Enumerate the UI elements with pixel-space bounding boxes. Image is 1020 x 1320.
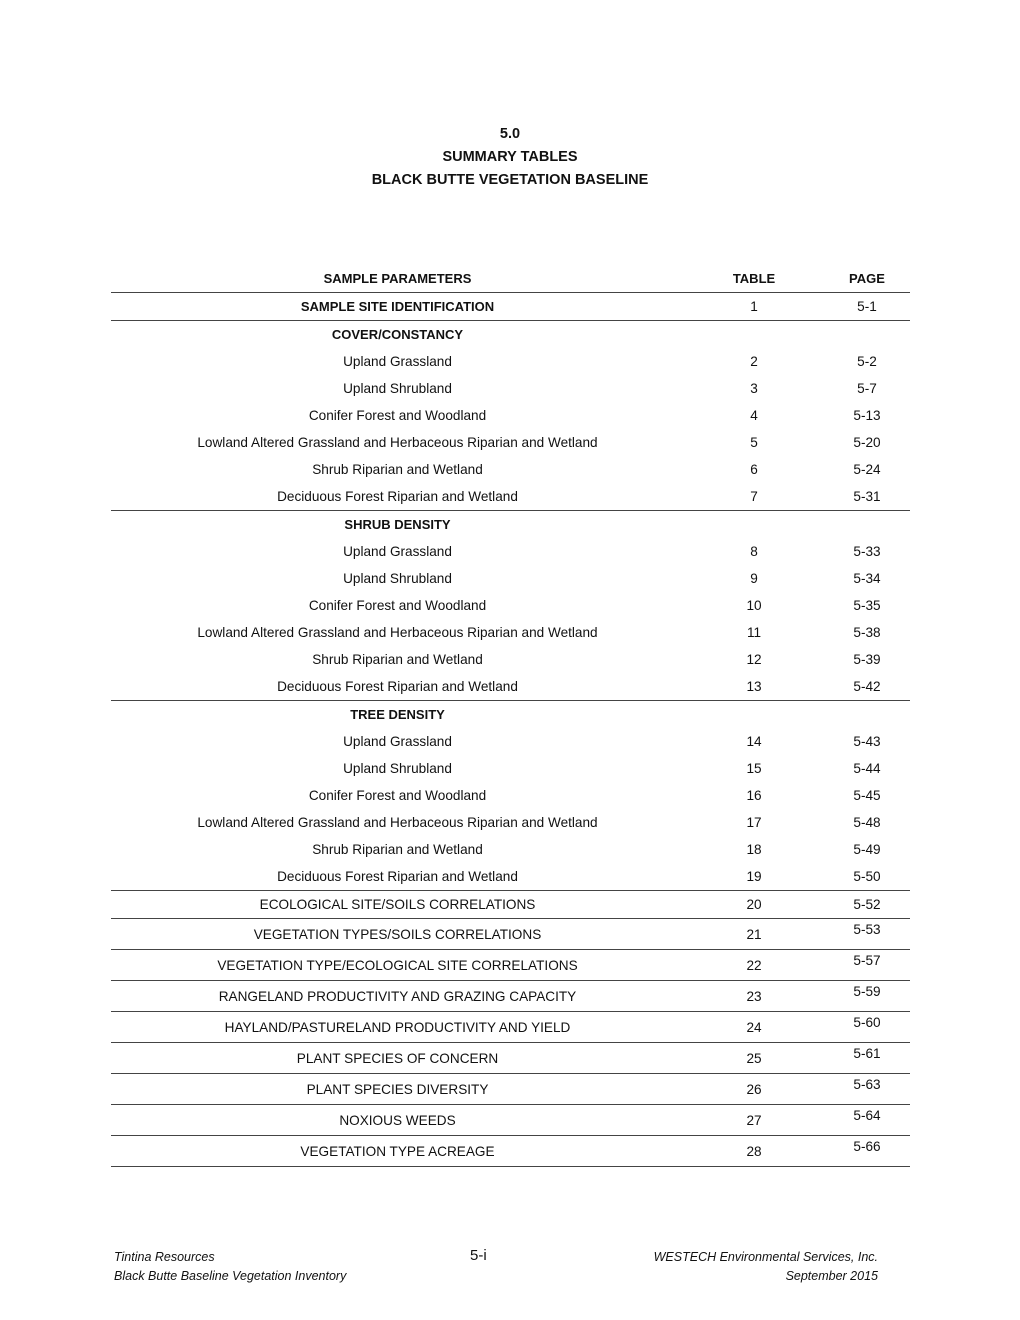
row-table-number: 7 (684, 483, 824, 511)
row-table-number: 4 (750, 408, 758, 423)
footer-left-line2: Black Butte Baseline Vegetation Inventory (114, 1269, 347, 1283)
row-page-number: 5-64 (824, 1105, 910, 1136)
table-row (111, 863, 910, 891)
row-table-number: 17 (746, 815, 762, 830)
row-table-number: 23 (684, 981, 824, 1012)
table-row (111, 402, 910, 429)
row-table-number: 28 (684, 1136, 824, 1167)
row-label: RANGELAND PRODUCTIVITY AND GRAZING CAPACITY (111, 981, 684, 1012)
row-label: Upland Grassland (343, 544, 452, 559)
row-label: Lowland Altered Grassland and Herbaceous Riparian and Wetland (197, 625, 598, 640)
row-page-number: 5-52 (824, 891, 910, 919)
table-row (111, 592, 910, 619)
footer-right-line1: WESTECH Environmental Services, Inc. (653, 1250, 878, 1264)
row-label: PLANT SPECIES OF CONCERN (111, 1043, 684, 1074)
table-row (111, 1105, 910, 1136)
row-table-number: 20 (684, 891, 824, 919)
row-page-number: 5-35 (853, 598, 881, 613)
table-row (111, 981, 910, 1012)
row-table-number: 1 (684, 293, 824, 321)
section-number: 5.0 (499, 126, 521, 142)
table-body (111, 293, 910, 1167)
row-label: Shrub Riparian and Wetland (312, 652, 483, 667)
row-page-number: 5-39 (853, 652, 881, 667)
row-label: Deciduous Forest Riparian and Wetland (111, 483, 684, 511)
row-page-number: 5-53 (824, 919, 910, 950)
section-title: SUMMARY TABLES (442, 149, 578, 165)
row-page-number: 5-38 (853, 625, 881, 640)
row-label: TREE DENSITY (350, 707, 445, 722)
row-page-number: 5-50 (824, 863, 910, 891)
table-row (111, 1012, 910, 1043)
row-table-number: 5 (750, 435, 758, 450)
row-label: ECOLOGICAL SITE/SOILS CORRELATIONS (111, 891, 684, 919)
row-label: Lowland Altered Grassland and Herbaceous Riparian and Wetland (197, 435, 598, 450)
row-label: Upland Shrubland (343, 571, 452, 586)
row-table-number: 16 (746, 788, 762, 803)
table-row (111, 429, 910, 456)
table-row (111, 565, 910, 592)
table-row (111, 701, 910, 729)
summary-tables-index (111, 265, 910, 1167)
table-row (111, 950, 910, 981)
footer-left-line1: Tintina Resources (114, 1250, 215, 1264)
row-label: Conifer Forest and Woodland (308, 408, 487, 423)
row-table-number: 13 (684, 673, 824, 701)
table-row (111, 619, 910, 646)
row-page-number: 5-24 (853, 462, 881, 477)
row-page-number: 5-61 (824, 1043, 910, 1074)
table-row (111, 375, 910, 402)
row-table-number: 3 (750, 381, 758, 396)
row-table-number: 15 (746, 761, 762, 776)
table-row (111, 456, 910, 483)
section-subtitle: BLACK BUTTE VEGETATION BASELINE (371, 172, 649, 188)
footer-right-line2: September 2015 (785, 1269, 878, 1283)
document-title-block (0, 123, 1020, 192)
row-page-number: 5-63 (824, 1074, 910, 1105)
row-table-number: 11 (746, 625, 762, 640)
row-label: Upland Shrubland (343, 381, 452, 396)
row-page-number: 5-48 (853, 815, 881, 830)
row-page-number: 5-66 (824, 1136, 910, 1167)
column-header-parameters: SAMPLE PARAMETERS (111, 265, 684, 293)
row-page-number: 5-45 (853, 788, 881, 803)
table-row (111, 836, 910, 863)
row-page-number (824, 321, 910, 349)
row-label: PLANT SPECIES DIVERSITY (111, 1074, 684, 1105)
row-page-number (824, 511, 910, 539)
row-page-number: 5-57 (824, 950, 910, 981)
row-table-number (684, 321, 824, 349)
row-page-number: 5-1 (824, 293, 910, 321)
row-page-number: 5-59 (824, 981, 910, 1012)
page-number: 5-i (470, 1247, 487, 1264)
row-table-number: 8 (750, 544, 758, 559)
table-row (111, 919, 910, 950)
row-label: Deciduous Forest Riparian and Wetland (111, 673, 684, 701)
table-row (111, 755, 910, 782)
row-table-number: 18 (746, 842, 762, 857)
row-table-number: 12 (746, 652, 762, 667)
row-label: COVER/CONSTANCY (331, 327, 464, 342)
row-table-number: 6 (750, 462, 758, 477)
table-row (111, 1043, 910, 1074)
row-page-number: 5-33 (853, 544, 881, 559)
table-row (111, 321, 910, 349)
row-label: SHRUB DENSITY (344, 517, 451, 532)
row-label: Shrub Riparian and Wetland (312, 462, 483, 477)
table-row (111, 891, 910, 919)
row-label: Upland Shrubland (343, 761, 452, 776)
row-table-number: 24 (684, 1012, 824, 1043)
row-page-number: 5-31 (824, 483, 910, 511)
row-label: VEGETATION TYPE/ECOLOGICAL SITE CORRELATIONS (111, 950, 684, 981)
row-label: SAMPLE SITE IDENTIFICATION (111, 293, 684, 321)
row-label: Lowland Altered Grassland and Herbaceous Riparian and Wetland (197, 815, 598, 830)
row-table-number: 22 (684, 950, 824, 981)
row-page-number: 5-20 (853, 435, 881, 450)
row-page-number: 5-43 (853, 734, 881, 749)
row-table-number: 25 (684, 1043, 824, 1074)
row-page-number (824, 701, 910, 729)
row-page-number: 5-34 (853, 571, 881, 586)
row-label: NOXIOUS WEEDS (111, 1105, 684, 1136)
row-page-number: 5-7 (857, 381, 877, 396)
row-table-number (684, 511, 824, 539)
row-page-number: 5-49 (853, 842, 881, 857)
row-label: Upland Grassland (343, 354, 452, 369)
row-page-number: 5-60 (824, 1012, 910, 1043)
table-row (111, 646, 910, 673)
row-label: VEGETATION TYPES/SOILS CORRELATIONS (111, 919, 684, 950)
table-row (111, 293, 910, 321)
row-label: Shrub Riparian and Wetland (312, 842, 483, 857)
row-page-number: 5-44 (853, 761, 881, 776)
row-table-number: 14 (746, 734, 762, 749)
table-header-row (111, 265, 910, 293)
row-page-number: 5-13 (853, 408, 881, 423)
row-label: Upland Grassland (343, 734, 452, 749)
row-table-number: 26 (684, 1074, 824, 1105)
table-row (111, 1074, 910, 1105)
table-row (111, 483, 910, 511)
row-table-number: 27 (684, 1105, 824, 1136)
row-table-number (684, 701, 824, 729)
table-row (111, 673, 910, 701)
row-table-number: 19 (684, 863, 824, 891)
row-label: Conifer Forest and Woodland (308, 788, 487, 803)
table-row (111, 782, 910, 809)
column-header-page: PAGE (824, 265, 910, 293)
row-table-number: 10 (746, 598, 762, 613)
row-label: Deciduous Forest Riparian and Wetland (111, 863, 684, 891)
row-page-number: 5-42 (824, 673, 910, 701)
table-row (111, 728, 910, 755)
row-label: Conifer Forest and Woodland (308, 598, 487, 613)
row-table-number: 2 (750, 354, 758, 369)
table-row (111, 348, 910, 375)
table-row (111, 511, 910, 539)
table-row (111, 538, 910, 565)
row-label: VEGETATION TYPE ACREAGE (111, 1136, 684, 1167)
column-header-table: TABLE (684, 265, 824, 293)
table-row (111, 809, 910, 836)
table-row (111, 1136, 910, 1167)
row-table-number: 9 (750, 571, 758, 586)
row-page-number: 5-2 (857, 354, 877, 369)
row-table-number: 21 (684, 919, 824, 950)
row-label: HAYLAND/PASTURELAND PRODUCTIVITY AND YIELD (111, 1012, 684, 1043)
